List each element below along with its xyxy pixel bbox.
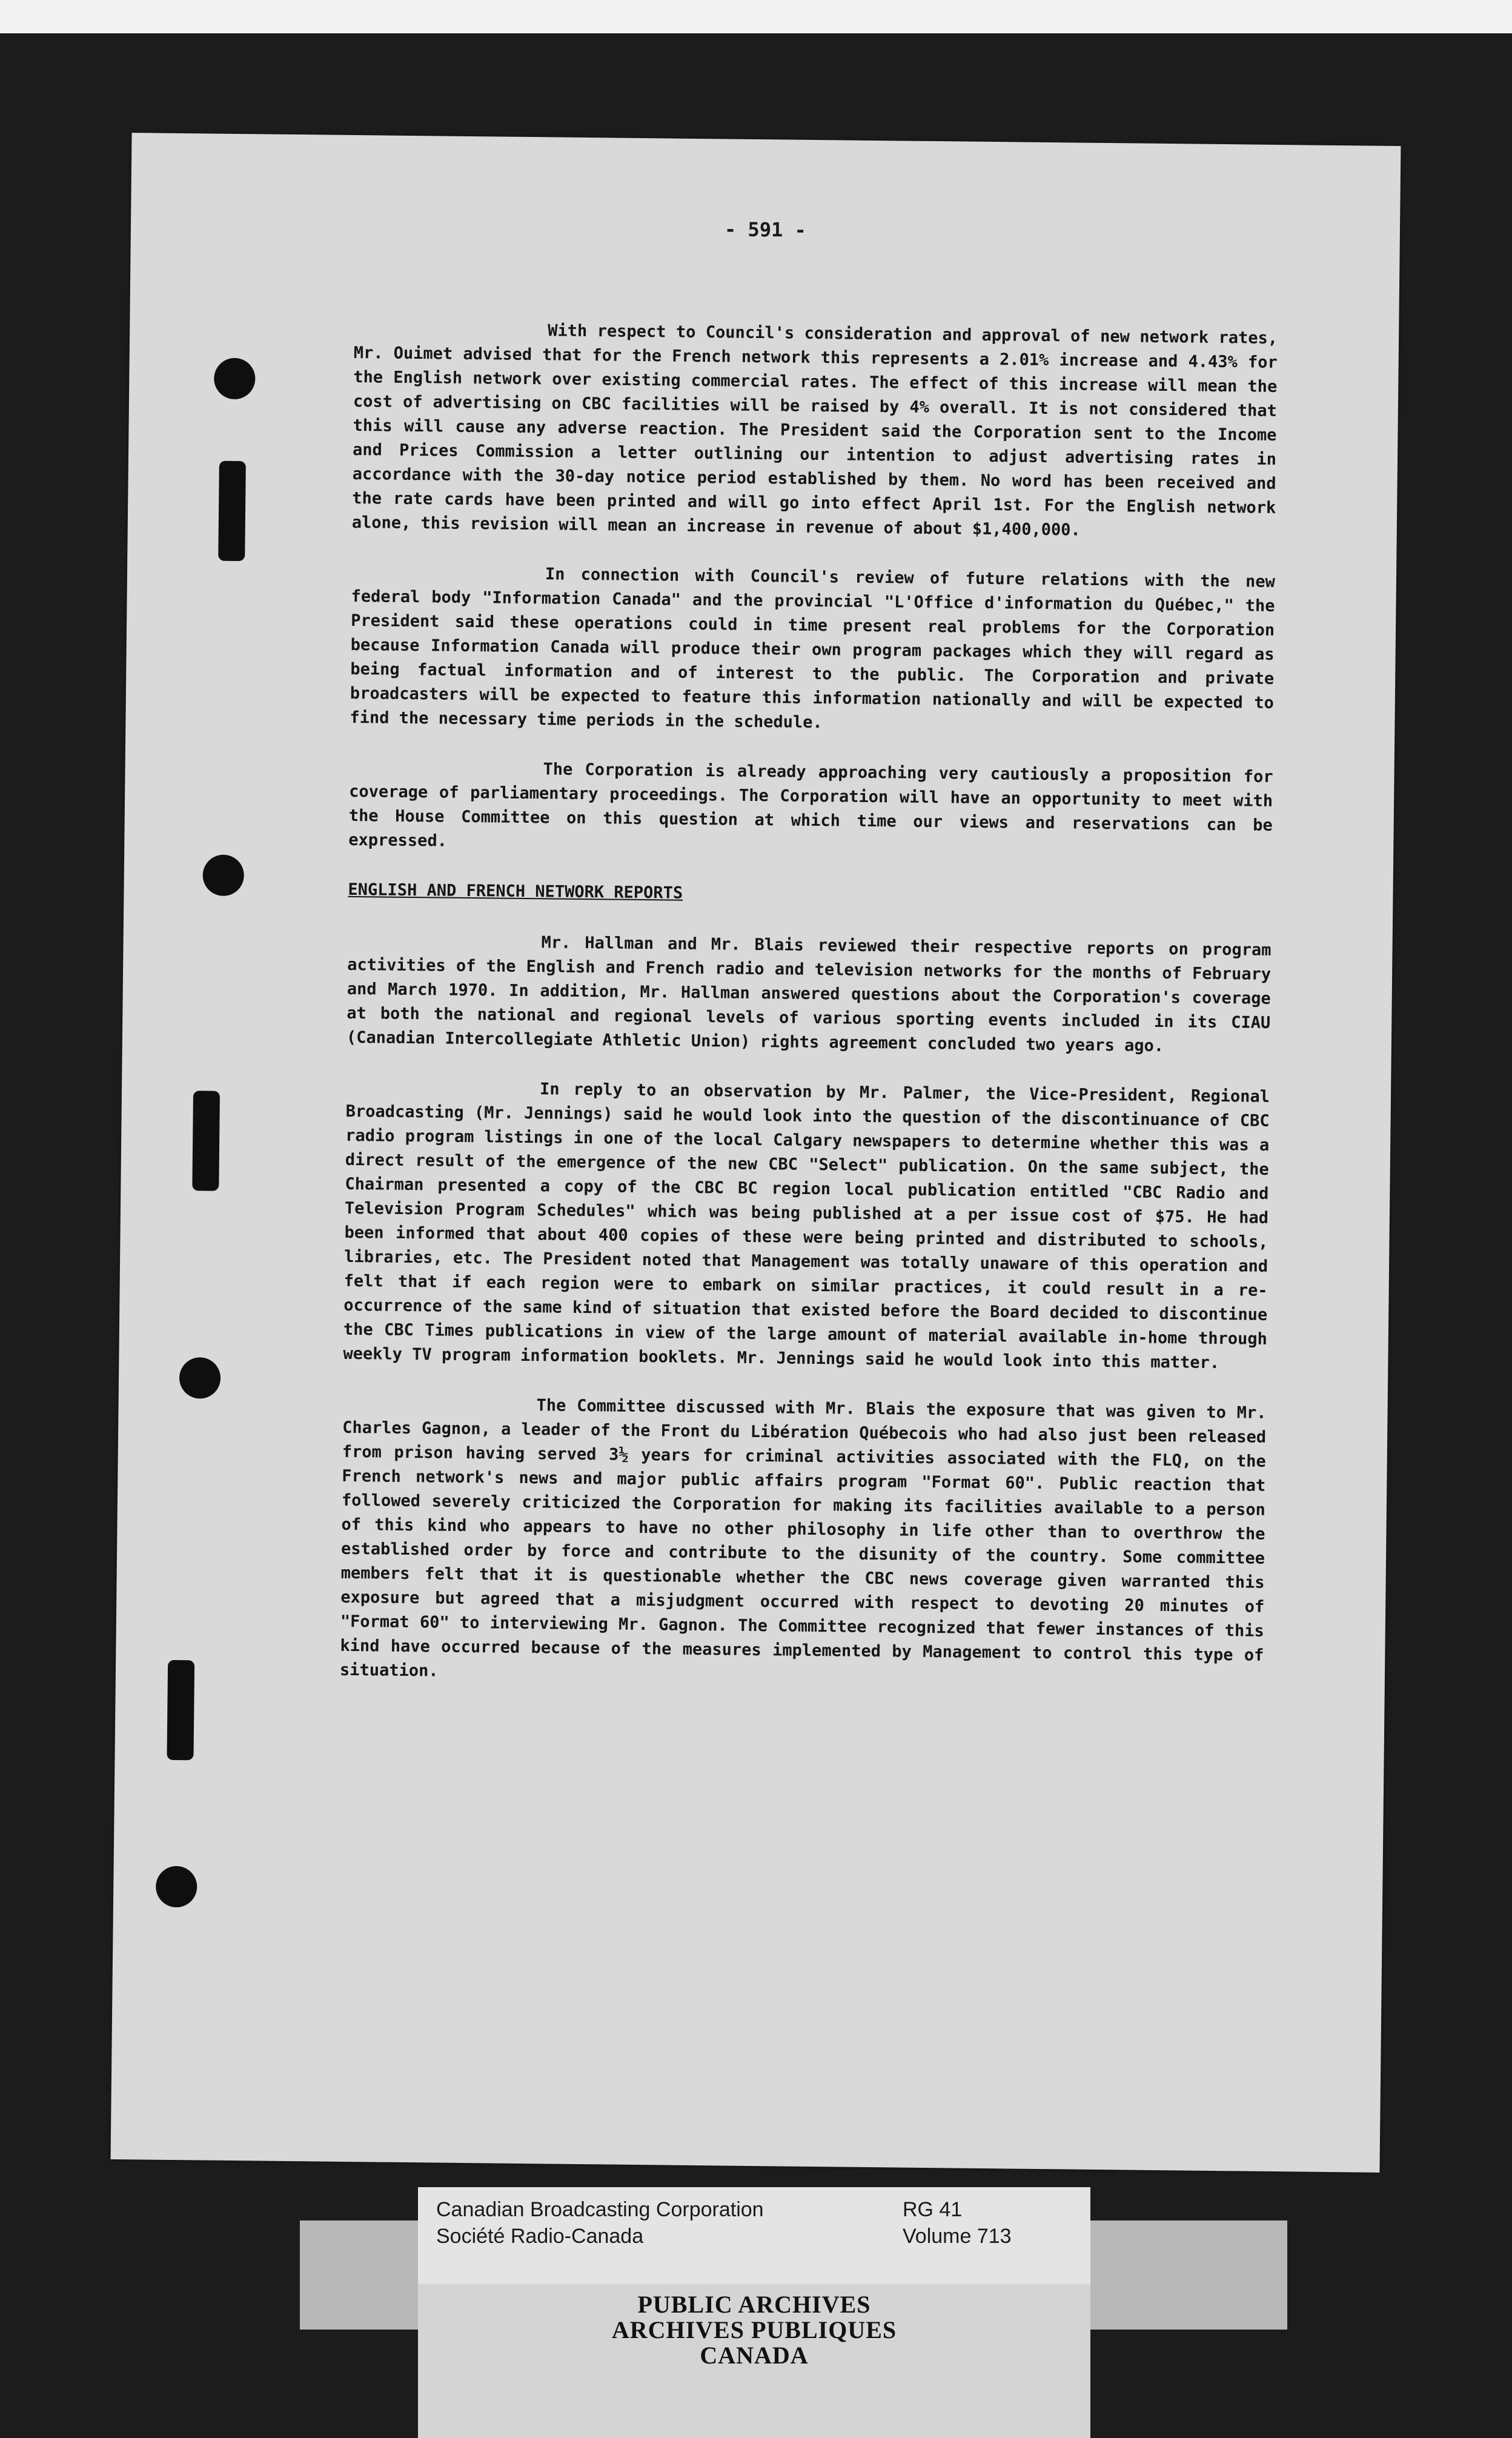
page-number: - 591 - bbox=[724, 218, 807, 242]
org-french: Société Radio-Canada bbox=[436, 2225, 644, 2248]
org-english: Canadian Broadcasting Corporation bbox=[436, 2198, 764, 2221]
paragraph-program-listings: In reply to an observation by Mr. Palmer, the Vice-President, Regional Broadcasting (Mr. Jennings) said he would look into the question of the discontinuance of CBC radio program listings in one of the local Calgary newspapers to determine whether this was a direct result of the emergence of the new CBC "Select" publication. On the same subject, the Chairman presented a copy of the CBC BC region local publication entitled "CBC Radio and Television Program Schedules" which was being published at a per issue cost of $75. He had been informed that about 400 copies of these were being printed and distributed to schools, libraries, etc. The President noted that Management was totally unaware of this operation and felt that if each region were to embark on similar practices, it could result in a re-occurrence of the same kind of situation that existed before the Board decided to discontinue the CBC Times publications in view of the large amount of material available in-home through weekly TV program information booklets. Mr. Jennings said he would look into this matter. bbox=[343, 1080, 1270, 1373]
binder-hole-1 bbox=[214, 358, 256, 400]
paragraph-information-canada: In connection with Council's review of future relations with the new federal body "Information Canada" and the provincial "L'Office d'information du Québec," the President said these operations could in time present real problems for the Corporation because Information Canada will produce their own program packages which they will regard as being factual information and of interest to the public. The Corporation and private broadcasters will be expected to feature this information nationally and will be expected to find the necessary time periods in the schedule. bbox=[350, 565, 1276, 732]
paragraph-network-rates: With respect to Council's consideration and approval of new network rates, Mr. Ouimet advised that for the French network this represents a 2.01% increase and 4.43% for the English network over existing commercial rates. The effect of this increase will mean the cost of advertising on CBC facilities will be raised by 4% overall. It is not considered that this will cause any adverse reaction. The President said the Corporation sent to the Income and Prices Commission a letter outlining our intention to adjust advertising rates in accordance with the 30-day notice period established by them. No word has been received and the rate cards have been printed and will go into effect April 1st. For the English network alone, this revision will mean an increase in revenue of about $1,400,000. bbox=[351, 321, 1278, 540]
archives-line-english: PUBLIC ARCHIVES bbox=[637, 2291, 871, 2318]
binder-slot-3 bbox=[167, 1660, 194, 1760]
archives-line-canada: CANADA bbox=[700, 2342, 809, 2369]
paragraph-gagnon-exposure: The Committee discussed with Mr. Blais the exposure that was given to Mr. Charles Gagnon, a leader of the Front du Libération Québecois who had also just been released from prison having served 3½ years for criminal activities associated with the FLQ, on the French network's news and major public affairs program "Format 60". Public reaction that followed severely criticized the Corporation for making its facilities available to a person of this kind who appears to have no other philosophy in life other than to overthrow the established order by force and contribute to the disunity of the country. Some committee members felt that it is questionable whether the CBC news coverage given warranted this exposure but agreed that a misjudgment occurred with respect to devoting 20 minutes of "Format 60" to interviewing Mr. Gagnon. The Committee recognized that fewer instances of this kind have occurred because of the measures implemented by Management to control this type of situation. bbox=[339, 1396, 1267, 1681]
binder-hole-3 bbox=[179, 1357, 221, 1399]
record-group: RG 41 bbox=[903, 2198, 963, 2221]
document-body bbox=[339, 317, 1278, 1718]
document-page bbox=[111, 133, 1401, 2173]
archives-stamp bbox=[418, 2284, 1090, 2438]
film-top-edge bbox=[0, 0, 1512, 33]
section-heading: ENGLISH AND FRENCH NETWORK REPORTS bbox=[348, 880, 683, 903]
archive-label bbox=[418, 2187, 1090, 2290]
paragraph-parliamentary-coverage: The Corporation is already approaching very cautiously a proposition for coverage of parliamentary proceedings. The Corporation will have an opportunity to meet with the House Committee on this question at which time our views and reservations can be expressed. bbox=[348, 760, 1273, 851]
binder-slot-2 bbox=[192, 1091, 220, 1191]
binder-hole-4 bbox=[156, 1866, 197, 1908]
binder-hole-2 bbox=[202, 854, 244, 896]
volume-number: Volume 713 bbox=[903, 2225, 1012, 2248]
binder-slot-1 bbox=[218, 461, 246, 561]
archives-line-french: ARCHIVES PUBLIQUES bbox=[611, 2316, 897, 2343]
paragraph-network-reports: Mr. Hallman and Mr. Blais reviewed their respective reports on program activities of the English and French radio and television networks for the months of February and March 1970. In addition, Mr. Hallman answered questions about the Corporation's coverage at both the national and regional levels of various sporting events included in its CIAU (Canadian Intercollegiate Athletic Union) rights agreement concluded two years ago. bbox=[346, 933, 1272, 1056]
